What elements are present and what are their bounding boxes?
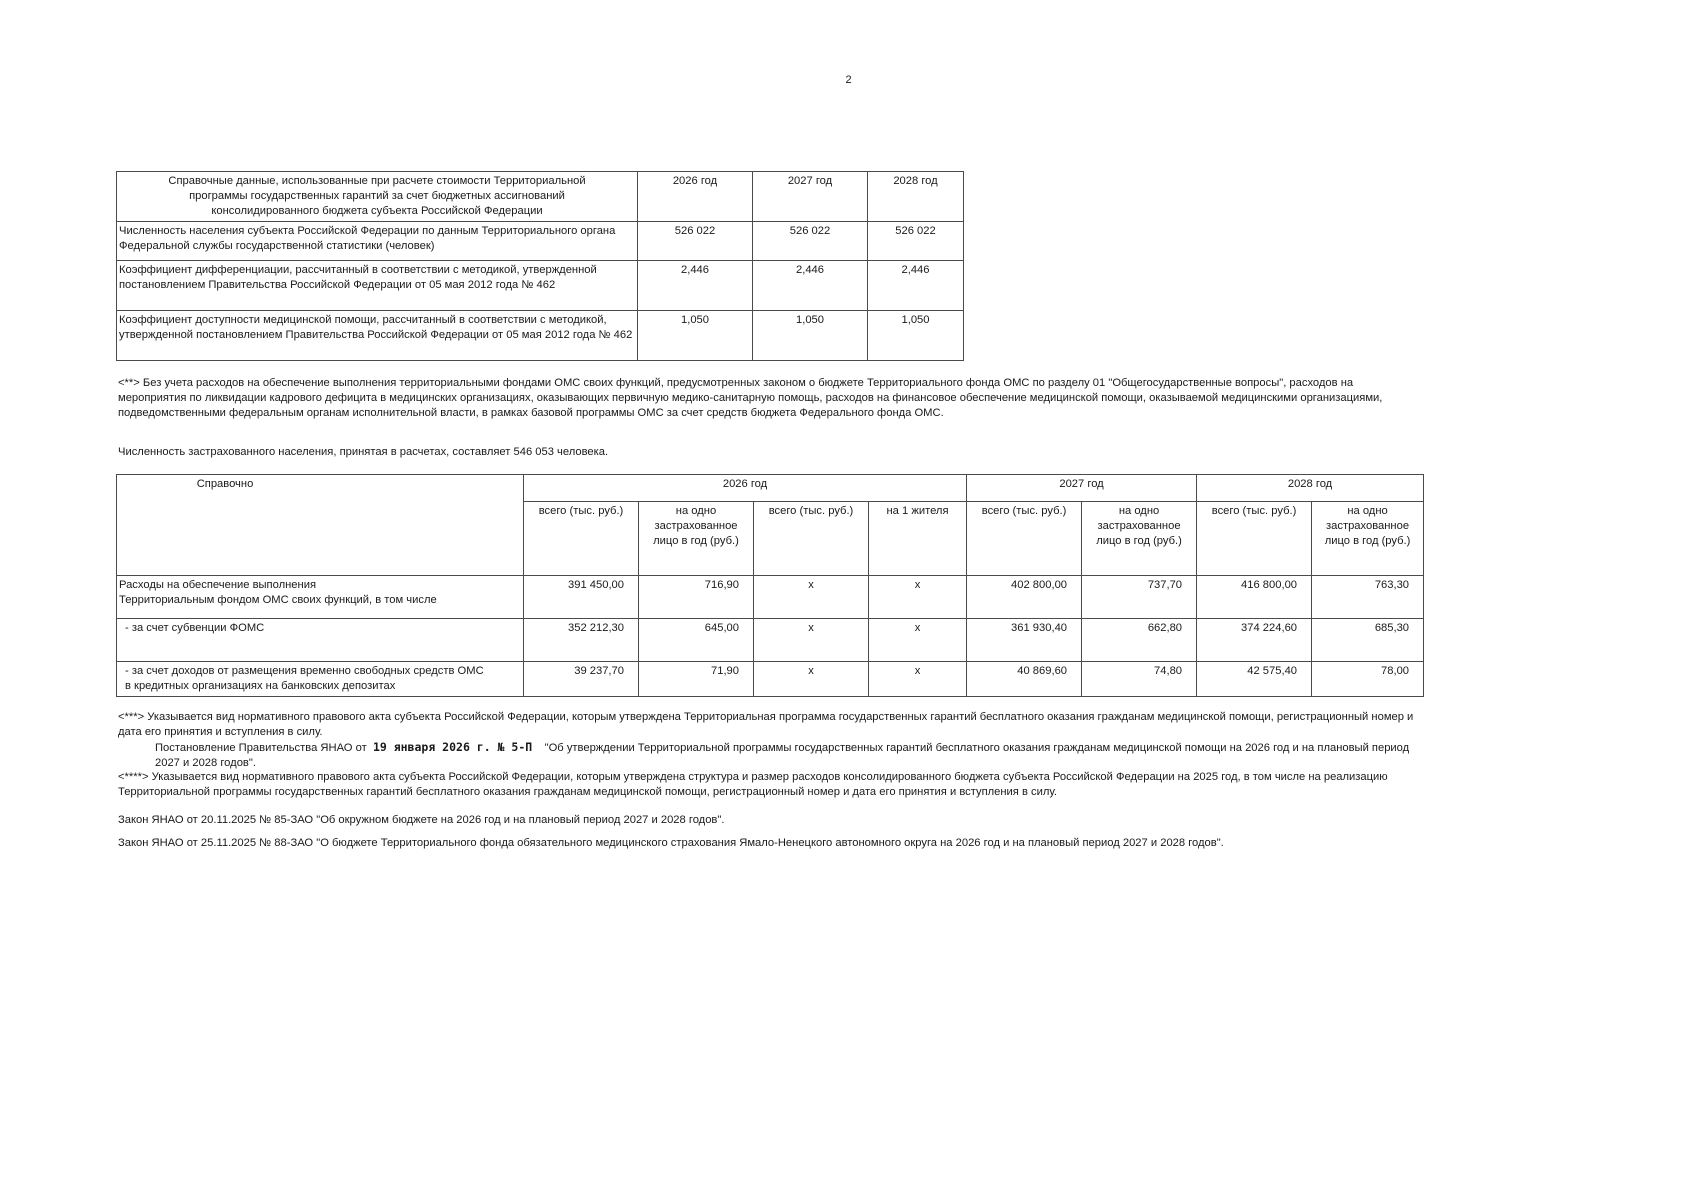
resolution-prefix: Постановление Правительства ЯНАО от bbox=[155, 742, 367, 754]
row-label: Численность населения субъекта Российской Федерации по данным Территориального органа Федеральной службы государственной статистики (человек) bbox=[117, 222, 638, 261]
row-label bbox=[117, 662, 524, 697]
cell-value: 645,00 bbox=[639, 619, 754, 662]
footnote-2: <**> Без учета расходов на обеспечение выполнения территориальными фондами ОМС своих функций, предусмотренных законом о бюджете Территориального фонда ОМС по разделу 01 "Общегосударственные вопросы", расходов на мероприятия по ликвидации кадрового дефицита в медицинских организациях, оказывающих первичную медико-санитарную помощь, расходов на финансовое обеспечение медицинской помощи, оказываемой медицинскими организациями, подведомственными федеральным органам исполнительной власти, в рамках базовой программы ОМС за счет средств бюджета Федерального фонда ОМС. bbox=[118, 377, 1383, 419]
cell-value: 374 224,60 bbox=[1197, 619, 1312, 662]
table-row bbox=[117, 576, 1424, 619]
subheader: всего (тыс. руб.) bbox=[754, 502, 869, 576]
cell-value: х bbox=[754, 662, 869, 697]
reference-label-header: Справочно bbox=[117, 475, 524, 576]
row-label-line: Расходы на обеспечение выполнения bbox=[119, 579, 317, 591]
cell-value: х bbox=[869, 576, 967, 619]
cell-value: 1,050 bbox=[638, 311, 753, 361]
cell-value: 737,70 bbox=[1082, 576, 1197, 619]
table-row bbox=[117, 662, 1424, 697]
reference-table-title: Справочные данные, использованные при расчете стоимости Территориальной программы государственных гарантий за счет бюджетных ассигнований консолидированного бюджета субъекта Российской Федерации bbox=[117, 172, 638, 222]
cell-value: 763,30 bbox=[1312, 576, 1424, 619]
year-header: 2028 год bbox=[1197, 475, 1424, 502]
subheader: всего (тыс. руб.) bbox=[967, 502, 1082, 576]
row-label-line: - за счет доходов от размещения временно свободных средств ОМС bbox=[125, 665, 484, 677]
cell-value: 685,30 bbox=[1312, 619, 1424, 662]
page-number: 2 bbox=[845, 74, 852, 86]
table-row bbox=[117, 619, 1424, 662]
resolution-title: "Об утверждении Территориальной программы государственных гарантий бесплатного оказания гражданам медицинской помощи на 2026 год и на плановый период 2027 и 2028 годов". bbox=[155, 742, 1410, 769]
year-header: 2027 год bbox=[967, 475, 1197, 502]
row-label-line: в кредитных организациях на банковских депозитах bbox=[125, 680, 396, 692]
cell-value: 2,446 bbox=[753, 261, 868, 311]
expenses-table bbox=[116, 474, 1424, 697]
cell-value: 71,90 bbox=[639, 662, 754, 697]
cell-value: 1,050 bbox=[868, 311, 964, 361]
cell-value: х bbox=[869, 662, 967, 697]
year-header: 2027 год bbox=[753, 172, 868, 222]
cell-value: 1,050 bbox=[753, 311, 868, 361]
cell-value: 526 022 bbox=[753, 222, 868, 261]
insured-population-text: Численность застрахованного населения, принятая в расчетах, составляет 546 053 человека. bbox=[118, 446, 609, 458]
table-header-row bbox=[117, 475, 1424, 502]
row-label: - за счет субвенции ФОМС bbox=[117, 619, 524, 662]
resolution-reference bbox=[118, 740, 1425, 771]
footnote-3: <***> Указывается вид нормативного правового акта субъекта Российской Федерации, которым утверждена Территориальная программа государственных гарантий бесплатного оказания гражданам медицинской помощи, регистрационный номер и дата его принятия и вступления в силу. bbox=[118, 711, 1414, 738]
cell-value: 402 800,00 bbox=[967, 576, 1082, 619]
cell-value: 2,446 bbox=[868, 261, 964, 311]
cell-value: х bbox=[869, 619, 967, 662]
cell-value: 78,00 bbox=[1312, 662, 1424, 697]
cell-value: 39 237,70 bbox=[524, 662, 639, 697]
footnote-4: <****> Указывается вид нормативного правового акта субъекта Российской Федерации, которым утверждена структура и размер расходов консолидированного бюджета субъекта Российской Федерации на 2025 год, в том числе на реализацию Территориальной программы государственных гарантий бесплатного оказания гражданам медицинской помощи, регистрационный номер и дата его принятия и вступления в силу. bbox=[118, 771, 1388, 798]
row-label: Коэффициент доступности медицинской помощи, рассчитанный в соответствии с методикой, утвержденной постановлением Правительства Российской Федерации от 05 мая 2012 года № 462 bbox=[117, 311, 638, 361]
year-header: 2028 год bbox=[868, 172, 964, 222]
law-reference-1: Закон ЯНАО от 20.11.2025 № 85-ЗАО "Об окружном бюджете на 2026 год и на плановый период 2027 и 2028 годов". bbox=[118, 814, 725, 826]
cell-value: 662,80 bbox=[1082, 619, 1197, 662]
cell-value: 716,90 bbox=[639, 576, 754, 619]
reference-data-table bbox=[116, 171, 964, 361]
subheader: на 1 жителя bbox=[869, 502, 967, 576]
cell-value: 352 212,30 bbox=[524, 619, 639, 662]
cell-value: 416 800,00 bbox=[1197, 576, 1312, 619]
cell-value: 40 869,60 bbox=[967, 662, 1082, 697]
table-header-row bbox=[117, 172, 964, 222]
cell-value: 42 575,40 bbox=[1197, 662, 1312, 697]
subheader: на одно застрахованное лицо в год (руб.) bbox=[639, 502, 754, 576]
cell-value: 391 450,00 bbox=[524, 576, 639, 619]
cell-value: 74,80 bbox=[1082, 662, 1197, 697]
subheader: на одно застрахованное лицо в год (руб.) bbox=[1312, 502, 1424, 576]
subheader: всего (тыс. руб.) bbox=[524, 502, 639, 576]
cell-value: 526 022 bbox=[638, 222, 753, 261]
resolution-date-number: 19 января 2026 г. № 5-П bbox=[372, 740, 533, 754]
year-header: 2026 год bbox=[524, 475, 967, 502]
row-label bbox=[117, 576, 524, 619]
cell-value: х bbox=[754, 576, 869, 619]
row-label: Коэффициент дифференциации, рассчитанный в соответствии с методикой, утвержденной постановлением Правительства Российской Федерации от 05 мая 2012 года № 462 bbox=[117, 261, 638, 311]
law-reference-2: Закон ЯНАО от 25.11.2025 № 88-ЗАО "О бюджете Территориального фонда обязательного медицинского страхования Ямало-Ненецкого автономного округа на 2026 год и на плановый период 2027 и 2028 годов". bbox=[118, 837, 1224, 849]
cell-value: х bbox=[754, 619, 869, 662]
table-row bbox=[117, 261, 964, 311]
subheader: на одно застрахованное лицо в год (руб.) bbox=[1082, 502, 1197, 576]
subheader: всего (тыс. руб.) bbox=[1197, 502, 1312, 576]
cell-value: 526 022 bbox=[868, 222, 964, 261]
year-header: 2026 год bbox=[638, 172, 753, 222]
cell-value: 361 930,40 bbox=[967, 619, 1082, 662]
row-label-line: Территориальным фондом ОМС своих функций, в том числе bbox=[119, 594, 437, 606]
table-row bbox=[117, 222, 964, 261]
cell-value: 2,446 bbox=[638, 261, 753, 311]
table-row bbox=[117, 311, 964, 361]
